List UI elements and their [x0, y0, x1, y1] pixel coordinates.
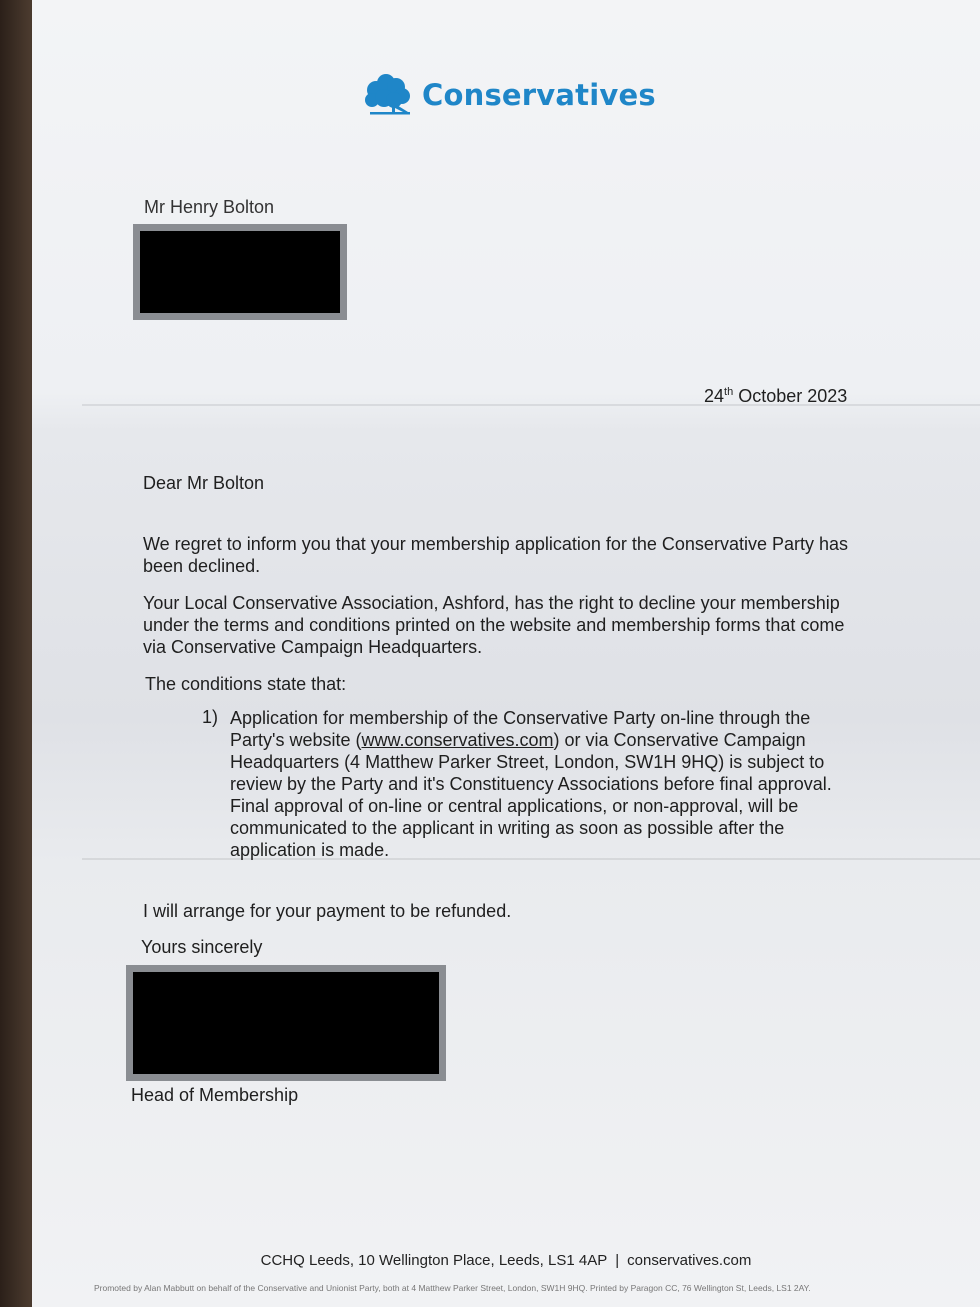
redacted-address: [133, 224, 347, 320]
paragraph-local-association: Your Local Conservative Association, Ashford, has the right to decline your membership under the terms and conditions printed on the website and membership forms that come via Conservative Campaign Headquarters.: [143, 593, 845, 657]
promoted-by-notice: Promoted by Alan Mabbutt on behalf of the Conservative and Unionist Party, both at 4 Matthew Parker Street, London, SW1H 9HQ. Printed by Paragon CC, 76 Wellington St, Leeds, LS1 2AY.: [94, 1283, 811, 1293]
closing: Yours sincerely: [141, 937, 263, 957]
letter-date: [704, 386, 847, 407]
footer-website: conservatives.com: [627, 1252, 752, 1269]
footer-address-line: [32, 1252, 980, 1269]
paragraph-declined: We regret to inform you that your membership application for the Conservative Party has been declined.: [143, 534, 848, 576]
paragraph-conditions-intro: The conditions state that:: [145, 674, 347, 694]
condition-text: [230, 707, 850, 861]
condition-text-start: Application for membership of the Conservative Party on-line through the Party's website (: [230, 708, 811, 750]
salutation: Dear Mr Bolton: [143, 473, 265, 493]
letter-page: [32, 0, 980, 1307]
date-suffix: th: [724, 386, 734, 398]
footer-separator: |: [615, 1252, 620, 1269]
refund-note: I will arrange for your payment to be refunded.: [143, 901, 512, 921]
recipient-name: Mr Henry Bolton: [144, 197, 275, 217]
website-link[interactable]: www.conservatives.com: [361, 730, 554, 750]
condition-text-end: ) or via Conservative Campaign Headquarters (4 Matthew Parker Street, London, SW1H 9HQ) is subject to review by the Party and it's Constituency Associations before final approval. Final approval of on-line or central applications, or non-approval, will be communicated to the applicant in writing as soon as possible after the application is made.: [230, 730, 832, 860]
redacted-signature: [126, 965, 446, 1081]
conservatives-logo: [362, 72, 656, 118]
footer-address: CCHQ Leeds, 10 Wellington Place, Leeds, LS1 4AP: [260, 1252, 608, 1269]
date-day: 24: [704, 386, 725, 406]
date-month-year: October 2023: [733, 386, 848, 406]
logo-text: Conservatives: [422, 78, 656, 112]
signatory-title: Head of Membership: [131, 1085, 299, 1105]
tree-icon: [362, 72, 416, 118]
condition-number: 1): [202, 707, 219, 727]
